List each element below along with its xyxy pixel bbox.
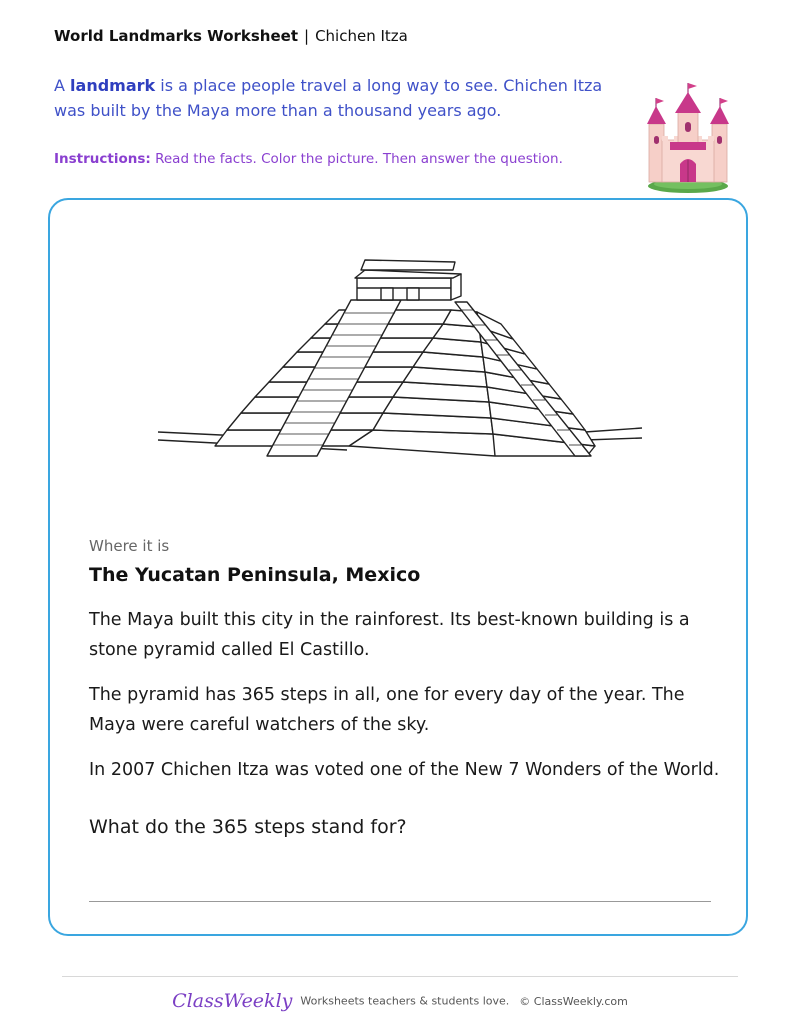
brand-logo: ClassWeekly [172, 990, 293, 1012]
where-it-is-label: Where it is [89, 537, 170, 555]
fact-paragraph: In 2007 Chichen Itza was voted one of the New 7 Wonders of the World. [89, 760, 720, 780]
pyramid-illustration [155, 250, 645, 480]
intro-prefix: A [54, 76, 71, 95]
header-separator: | [304, 27, 310, 45]
answer-line[interactable] [89, 901, 711, 902]
worksheet-subtitle: Chichen Itza [315, 27, 408, 45]
intro-keyword: landmark [70, 76, 156, 95]
worksheet-header [54, 27, 408, 45]
castle-icon [642, 80, 734, 196]
intro-paragraph [54, 73, 614, 123]
instructions-label: Instructions: [54, 151, 151, 167]
footer-tagline: Worksheets teachers & students love. [300, 994, 510, 1008]
footer [0, 990, 800, 1012]
instructions [54, 151, 563, 167]
footer-copyright: © ClassWeekly.com [519, 994, 628, 1008]
location-heading: The Yucatan Peninsula, Mexico [89, 564, 421, 586]
footer-divider [62, 976, 738, 977]
fact-paragraph: The pyramid has 365 steps in all, one for every day of the year. The Maya were careful watchers of the sky. [89, 685, 685, 735]
intro-rest: is a place people travel a long way to see. Chichen Itza was built by the Maya more than a thousand years ago. [54, 76, 603, 120]
worksheet-title: World Landmarks Worksheet [54, 27, 298, 45]
question-text: What do the 365 steps stand for? [89, 816, 407, 838]
fact-paragraph: The Maya built this city in the rainforest. Its best-known building is a stone pyramid called El Castillo. [89, 610, 690, 660]
instructions-text: Read the facts. Color the picture. Then answer the question. [150, 151, 563, 167]
